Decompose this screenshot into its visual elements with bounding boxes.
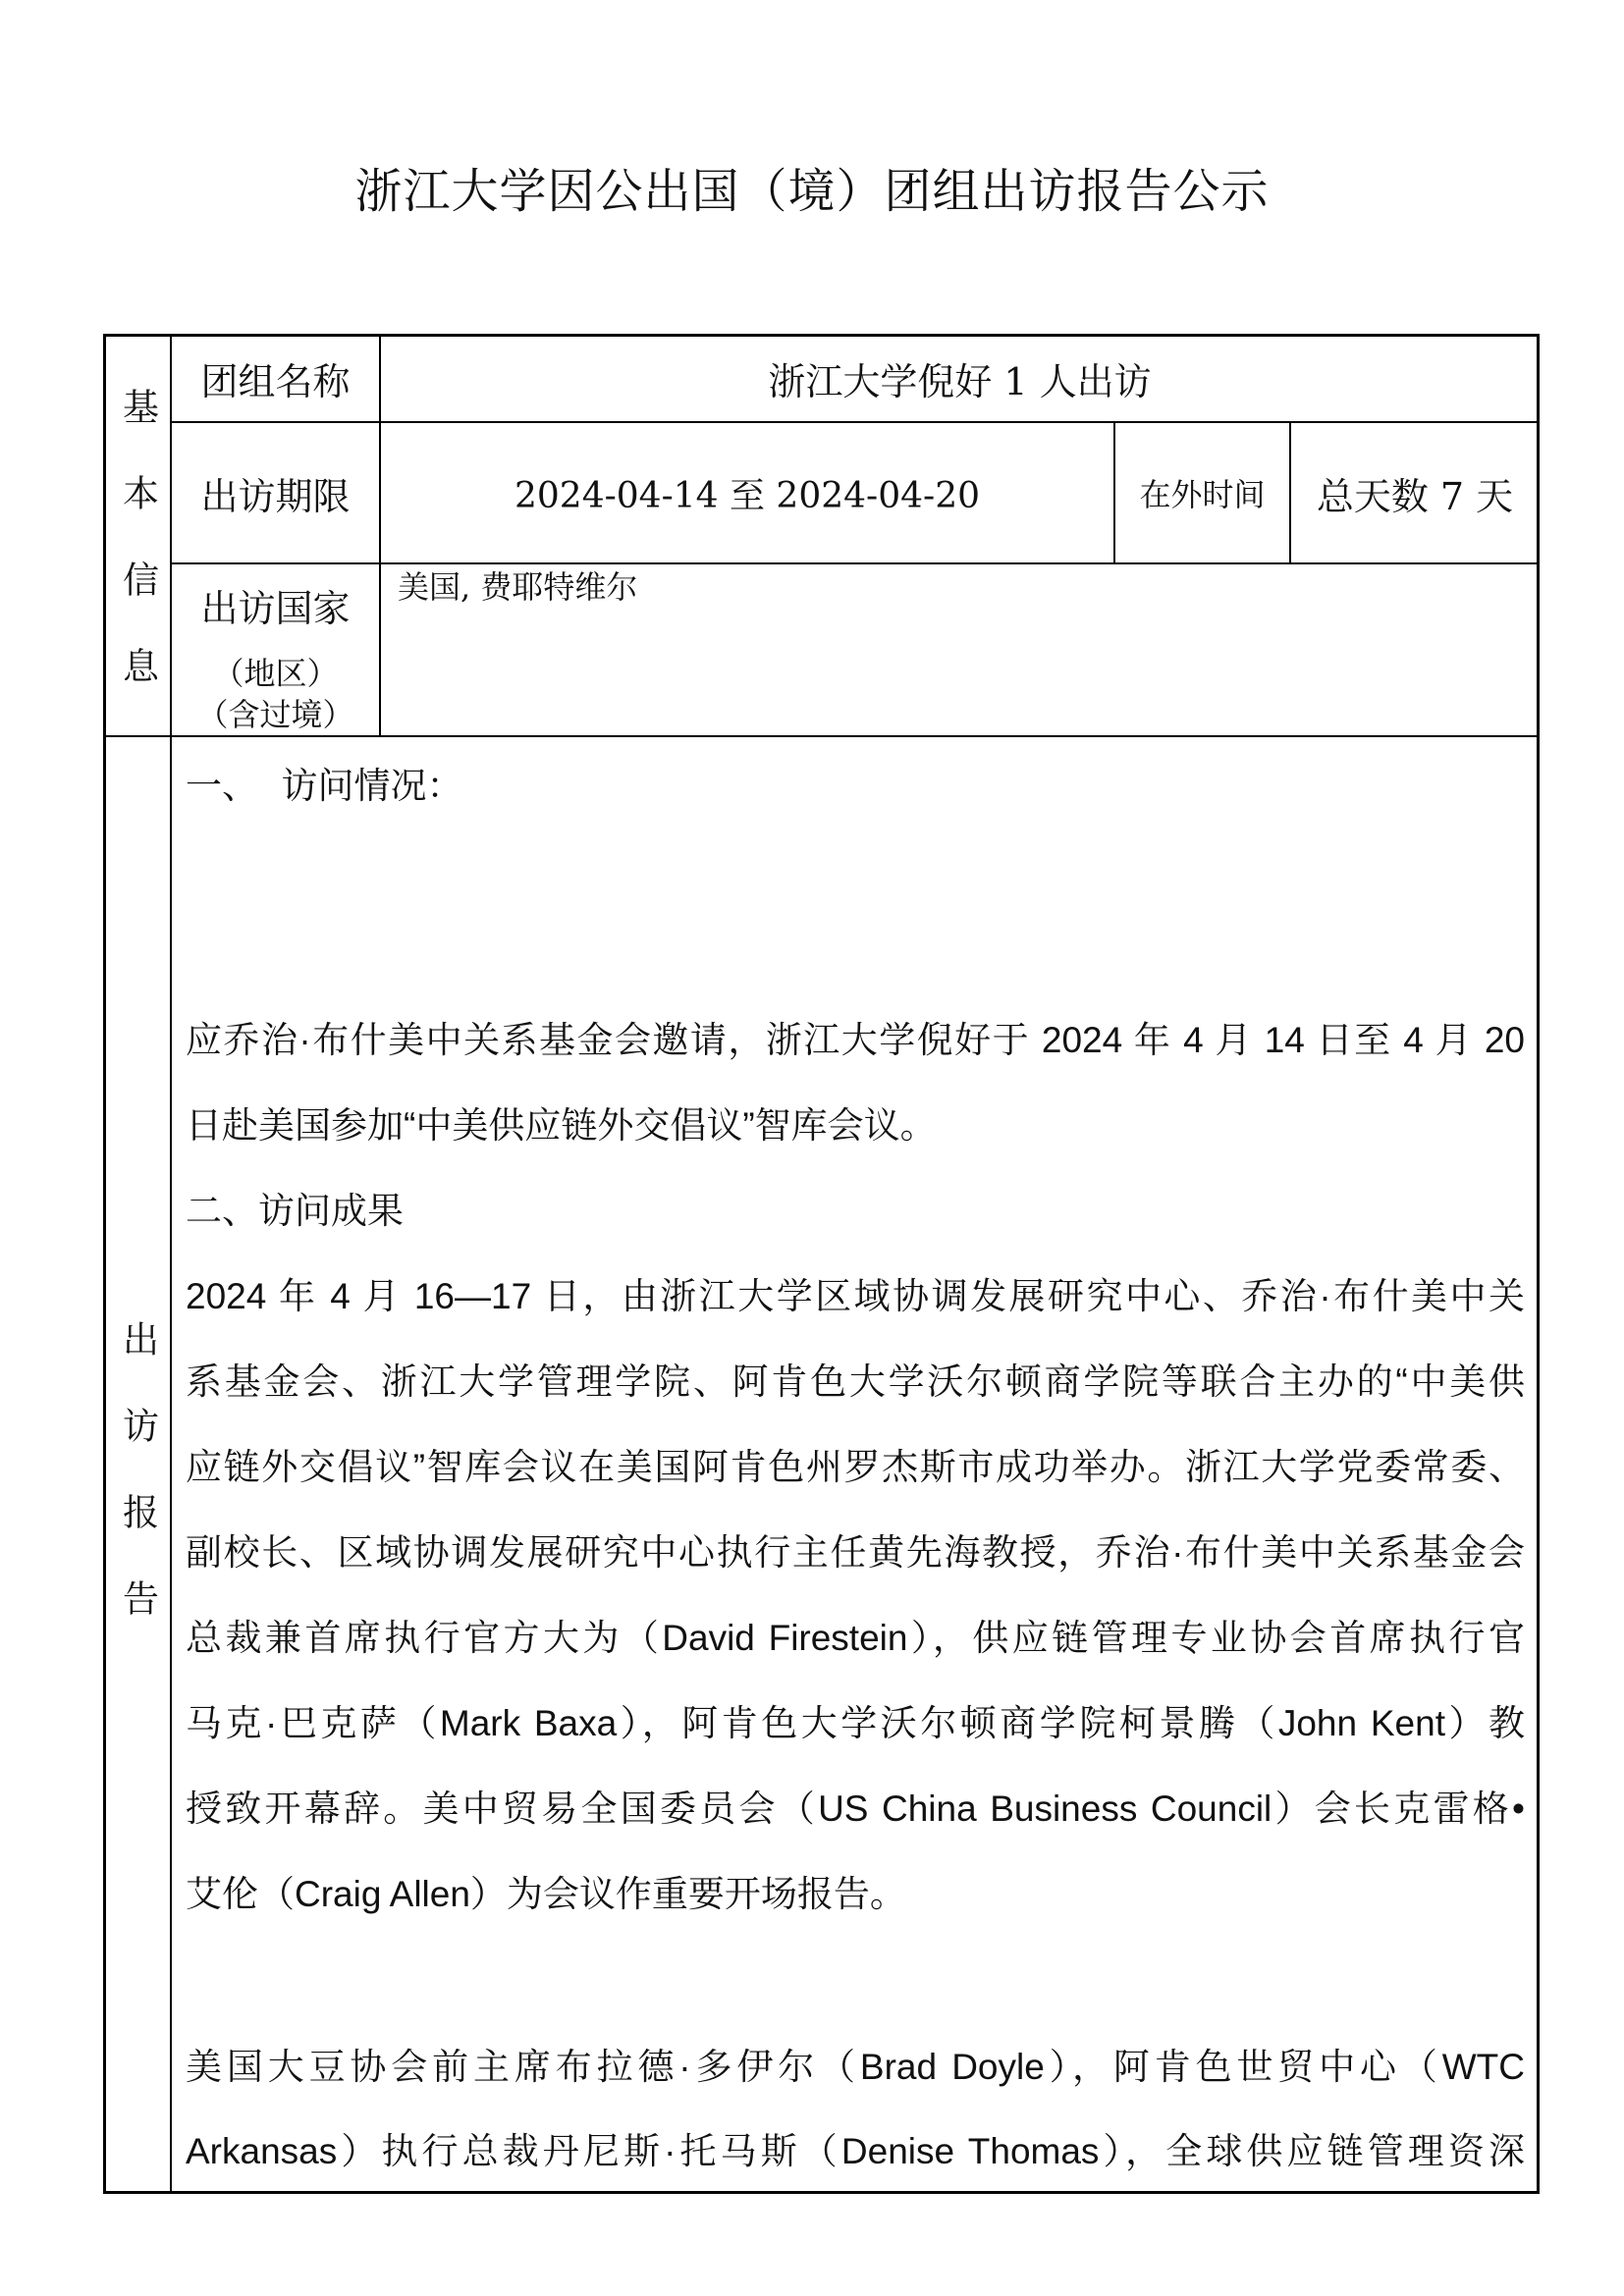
- report-section-label: [103, 736, 171, 2194]
- country-label-transit: （含过境）: [196, 696, 354, 733]
- paragraph-line: Arkansas）执行总裁丹尼斯·托马斯（Denise Thomas），全球供应链管理资深: [186, 2131, 1525, 2171]
- country-value: 美国, 费耶特维尔: [398, 568, 638, 606]
- paragraph-line: 艾伦（Craig Allen）为会议作重要开场报告。: [186, 1874, 906, 1914]
- paragraph-line: 马克·巴克萨（Mark Baxa），阿肯色大学沃尔顿商学院柯景腾（John Kent）教: [186, 1703, 1525, 1743]
- paragraph-line: 日赴美国参加“中美供应链外交倡议”智库会议。: [186, 1105, 937, 1146]
- report-paragraph-1: [186, 997, 1525, 1168]
- basic-info-label-text: 基本信息: [116, 387, 159, 733]
- country-label-main: 出访国家: [200, 587, 351, 630]
- report-paragraph-3: [186, 2025, 1525, 2194]
- report-paragraph-2: [186, 1254, 1525, 1937]
- group-name-value: 浙江大学倪好 1 人出访: [768, 359, 1152, 403]
- time-abroad-value: 总天数 7 天: [1316, 474, 1514, 518]
- report-label-text: 出访报告: [116, 1320, 159, 1666]
- paragraph-line: 2024 年 4 月 16—17 日，由浙江大学区域协调发展研究中心、乔治·布什美中关: [186, 1276, 1525, 1316]
- paragraph-line: 应乔治·布什美中关系基金会邀请，浙江大学倪好于 2024 年 4 月 14 日至 4 月 20: [186, 1020, 1525, 1060]
- report-content: [171, 736, 1540, 2194]
- heading-text: 一、 访问情况：: [186, 765, 463, 807]
- page-title: 浙江大学因公出国（境）团组出访报告公示: [354, 164, 1270, 219]
- group-name-label: 团组名称: [200, 359, 351, 403]
- period-label: 出访期限: [200, 474, 351, 518]
- report-heading-results: [186, 1168, 1525, 1254]
- paragraph-line: 副校长、区域协调发展研究中心执行主任黄先海教授，乔治·布什美中关系基金会: [186, 1532, 1525, 1573]
- country-label: [171, 563, 380, 736]
- basic-info-section-label: [103, 334, 171, 736]
- heading-text: 二、访问成果: [186, 1190, 404, 1232]
- report-heading-visit: [186, 743, 1525, 828]
- country-label-region: （地区）: [212, 655, 339, 692]
- paragraph-line: 总裁兼首席执行官方大为（David Firestein），供应链管理专业协会首席执行官: [186, 1618, 1525, 1658]
- paragraph-line: 应链外交倡议”智库会议在美国阿肯色州罗杰斯市成功举办。浙江大学党委常委、: [186, 1447, 1525, 1487]
- time-abroad-label: 在外时间: [1139, 476, 1266, 513]
- paragraph-line: 授致开幕辞。美中贸易全国委员会（US China Business Council）会长克雷格•: [186, 1789, 1525, 1829]
- paragraph-line: 美国大豆协会前主席布拉德·多伊尔（Brad Doyle），阿肯色世贸中心（WTC: [186, 2047, 1525, 2087]
- paragraph-line: 系基金会、浙江大学管理学院、阿肯色大学沃尔顿商学院等联合主办的“中美供: [186, 1362, 1525, 1402]
- period-value: 2024-04-14 至 2024-04-20: [514, 475, 980, 516]
